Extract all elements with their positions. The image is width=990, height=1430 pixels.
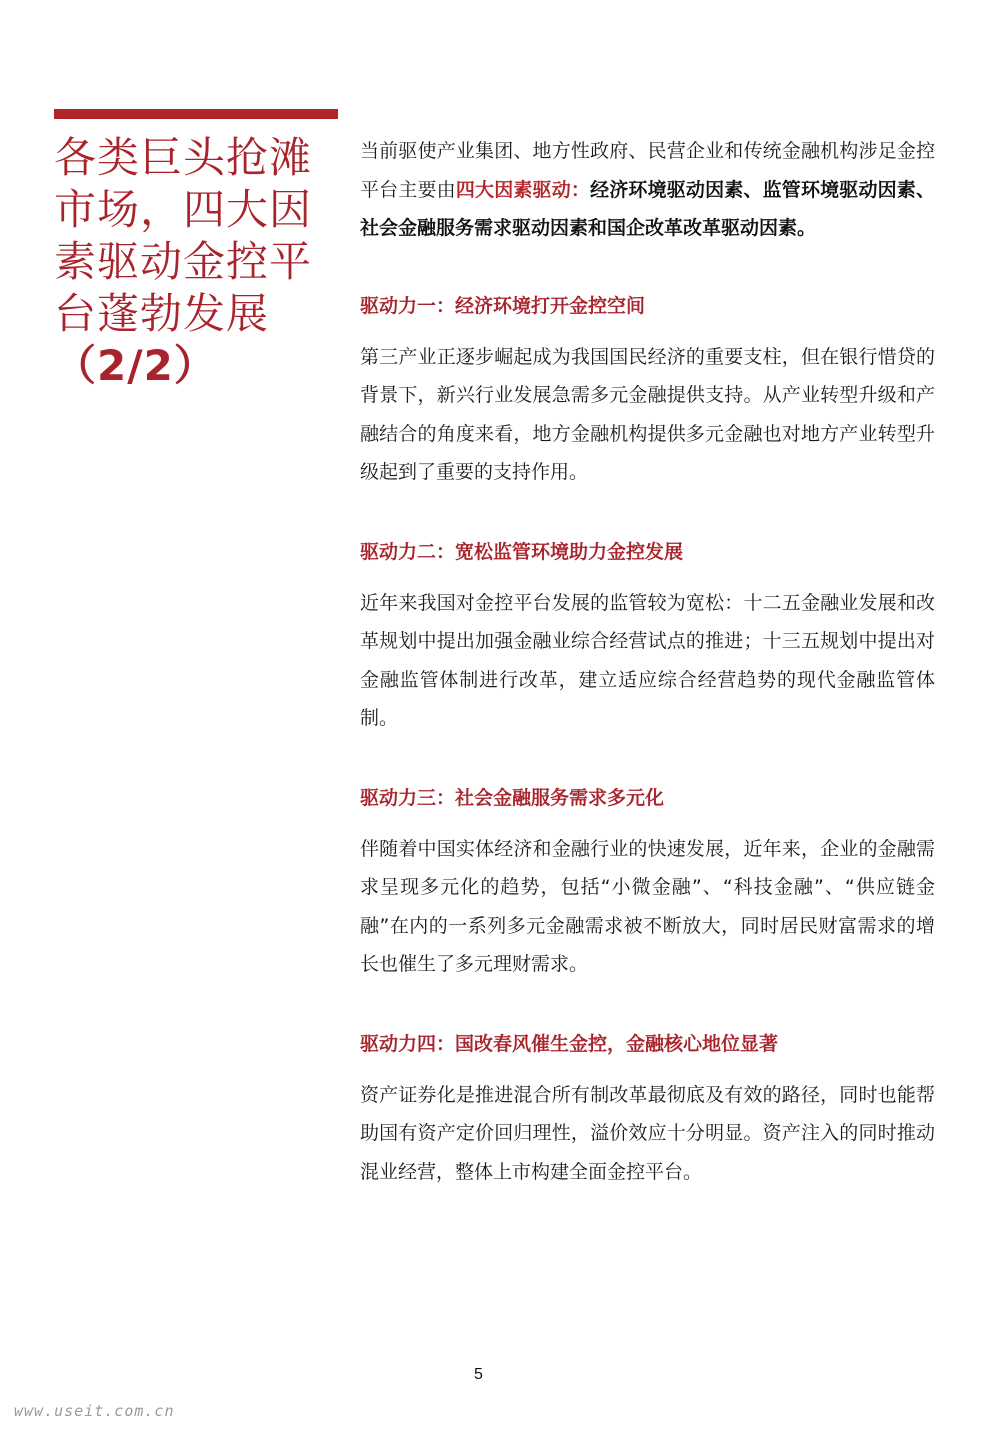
intro-bold-text: 经济环境驱动因素、监管环境驱动因素、社会金融服务需求驱动因素和国企改革改革驱动因素。 <box>360 178 935 239</box>
section-heading: 驱动力三：社会金融服务需求多元化 <box>360 786 665 809</box>
title-line: 市场，四大因 <box>54 185 313 234</box>
title-line: 台蓬勃发展 <box>54 289 270 338</box>
section-body: 第三产业正逐步崛起成为我国国民经济的重要支柱，但在银行惜贷的背景下，新兴行业发展急需多元金融提供支持。从产业转型升级和产融结合的角度来看，地方金融机构提供多元金融也对地方产业转型升级起到了重要的支持作用。 <box>360 345 935 483</box>
driver-section-1 <box>360 286 935 492</box>
title-line: 各类巨头抢滩 <box>54 133 313 182</box>
page-title <box>54 132 344 392</box>
watermark-text: www.useit.com.cn <box>14 1402 175 1420</box>
driver-section-4 <box>360 1024 935 1192</box>
section-heading: 驱动力四：国改春风催生金控，金融核心地位显著 <box>360 1032 779 1055</box>
section-heading: 驱动力二：宽松监管环境助力金控发展 <box>360 540 684 563</box>
intro-lead-text: 当前驱使产业集团、地方性政府、民营企业和传统金融机构涉足金控平台主要由 <box>360 140 935 201</box>
title-line: 素驱动金控平 <box>54 237 313 286</box>
section-body: 伴随着中国实体经济和金融行业的快速发展，近年来，企业的金融需求呈现多元化的趋势，包括“小微金融”、“科技金融”、“供应链金融”在内的一系列多元金融需求被不断放大，同时居民财富需求的增长也催生了多元理财需求。 <box>360 837 935 975</box>
title-accent-bar <box>54 109 338 119</box>
driver-section-2 <box>360 532 935 738</box>
title-page-indicator: （2/2） <box>54 341 217 390</box>
intro-paragraph <box>360 132 935 248</box>
intro-highlight: 四大因素驱动： <box>455 178 591 201</box>
section-heading: 驱动力一：经济环境打开金控空间 <box>360 294 646 317</box>
page-number: 5 <box>474 1366 483 1383</box>
section-body: 近年来我国对金控平台发展的监管较为宽松：十二五金融业发展和改革规划中提出加强金融业综合经营试点的推进；十三五规划中提出对金融监管体制进行改革，建立适应综合经营趋势的现代金融监管体制。 <box>360 591 935 729</box>
section-body: 资产证券化是推进混合所有制改革最彻底及有效的路径，同时也能帮助国有资产定价回归理性，溢价效应十分明显。资产注入的同时推动混业经营，整体上市构建全面金控平台。 <box>360 1083 935 1183</box>
driver-section-3 <box>360 778 935 984</box>
main-content <box>360 132 935 1231</box>
